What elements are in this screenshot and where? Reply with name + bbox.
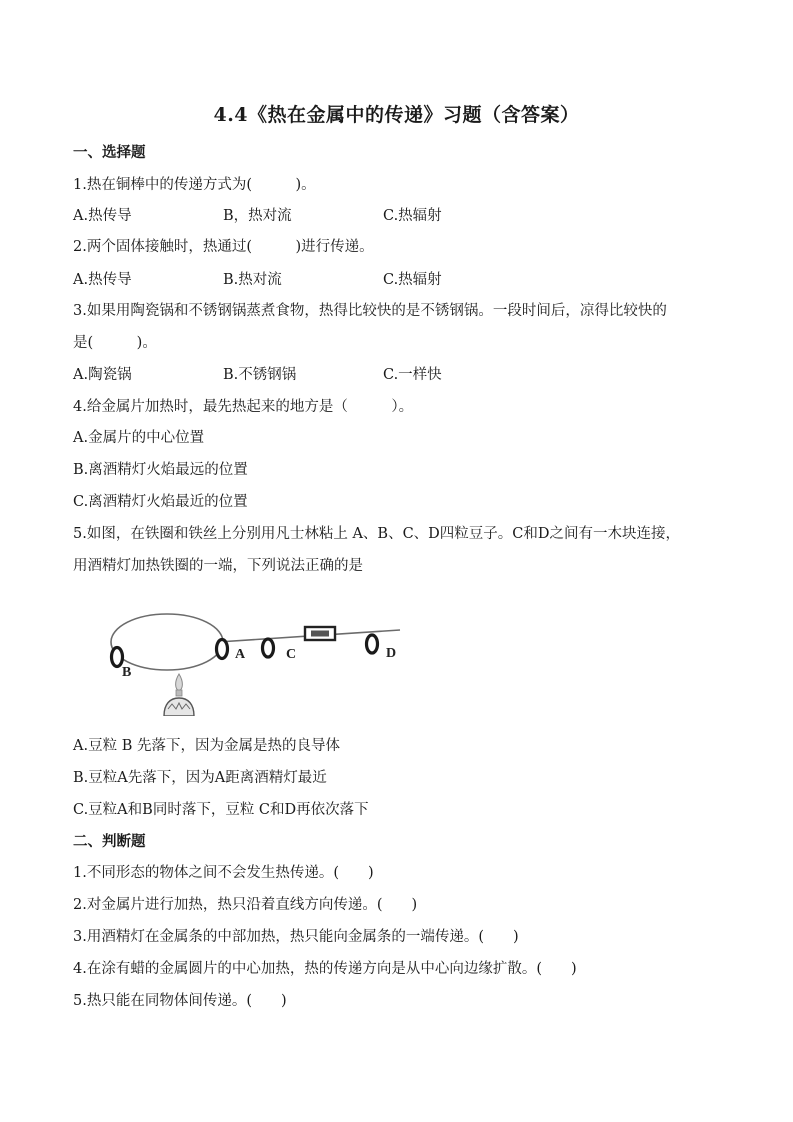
question-1-stem: 1.热在铜棒中的传递方式为( )。 bbox=[73, 177, 316, 193]
question-5-option-a: A.豆粒 B 先落下，因为金属是热的良导体 bbox=[73, 738, 340, 754]
page-title: 4.4《热在金属中的传递》习题（含答案） bbox=[213, 104, 580, 126]
option-b: B，热对流 bbox=[223, 208, 292, 224]
judgment-item-2: 2.对金属片进行加热，热只沿着直线方向传递。( ) bbox=[73, 897, 418, 913]
option-c: C.热辐射 bbox=[383, 208, 442, 224]
question-2-stem: 2.两个固体接触时，热通过( )进行传递。 bbox=[73, 239, 374, 255]
label-a: A bbox=[235, 647, 246, 662]
judgment-item-1: 1.不同形态的物体之间不会发生热传递。( ) bbox=[73, 865, 374, 881]
option-b: B.热对流 bbox=[223, 272, 282, 288]
iron-ring bbox=[111, 614, 223, 670]
option-a: A.热传导 bbox=[73, 272, 132, 288]
heat-conduction-figure bbox=[100, 612, 410, 716]
option-a: A.热传导 bbox=[73, 208, 132, 224]
option-c: C.热辐射 bbox=[383, 272, 442, 288]
option-b: B.不锈钢锅 bbox=[223, 367, 297, 383]
question-4-option-b: B.离酒精灯火焰最远的位置 bbox=[73, 462, 248, 478]
label-d: D bbox=[386, 646, 397, 661]
wooden-block-inner bbox=[311, 631, 329, 637]
question-4-option-c: C.离酒精灯火焰最近的位置 bbox=[73, 494, 248, 510]
question-3-stem-line-1: 3.如果用陶瓷锅和不锈钢锅蒸煮食物，热得比较快的是不锈钢锅。一段时间后，凉得比较快的 bbox=[73, 303, 667, 319]
question-3-stem-line-2: 是( )。 bbox=[73, 335, 157, 351]
question-5-option-b: B.豆粒A先落下，因为A距离酒精灯最近 bbox=[73, 770, 327, 786]
question-5-stem-line-1: 5.如图，在铁圈和铁丝上分别用凡士林粘上 A、B、C、D四粒豆子。C和D之间有一木块连接， bbox=[73, 526, 681, 542]
question-4-option-a: A.金属片的中心位置 bbox=[73, 430, 205, 446]
question-5-stem-line-2: 用酒精灯加热铁圈的一端，下列说法正确的是 bbox=[73, 558, 363, 574]
bean-d bbox=[367, 635, 378, 653]
bean-b bbox=[112, 648, 123, 667]
label-b: B bbox=[122, 665, 132, 680]
judgment-item-4: 4.在涂有蜡的金属圆片的中心加热，热的传递方向是从中心向边缘扩散。( ) bbox=[73, 961, 577, 977]
bean-c bbox=[263, 639, 274, 657]
bean-a bbox=[217, 640, 228, 659]
question-5-option-c: C.豆粒A和B同时落下，豆粒 C和D再依次落下 bbox=[73, 802, 369, 818]
judgment-item-5: 5.热只能在同物体间传递。( ) bbox=[73, 993, 287, 1009]
section-heading-judgment: 二、判断题 bbox=[73, 833, 146, 850]
judgment-item-3: 3.用酒精灯在金属条的中部加热，热只能向金属条的一端传递。( ) bbox=[73, 929, 519, 945]
question-4-stem: 4.给金属片加热时，最先热起来的地方是（ ）。 bbox=[73, 399, 414, 415]
option-c: C.一样快 bbox=[383, 367, 442, 383]
option-a: A.陶瓷锅 bbox=[73, 367, 132, 383]
label-c: C bbox=[286, 647, 297, 662]
section-heading-choice: 一、选择题 bbox=[73, 144, 146, 161]
alcohol-lamp-icon bbox=[164, 674, 194, 716]
